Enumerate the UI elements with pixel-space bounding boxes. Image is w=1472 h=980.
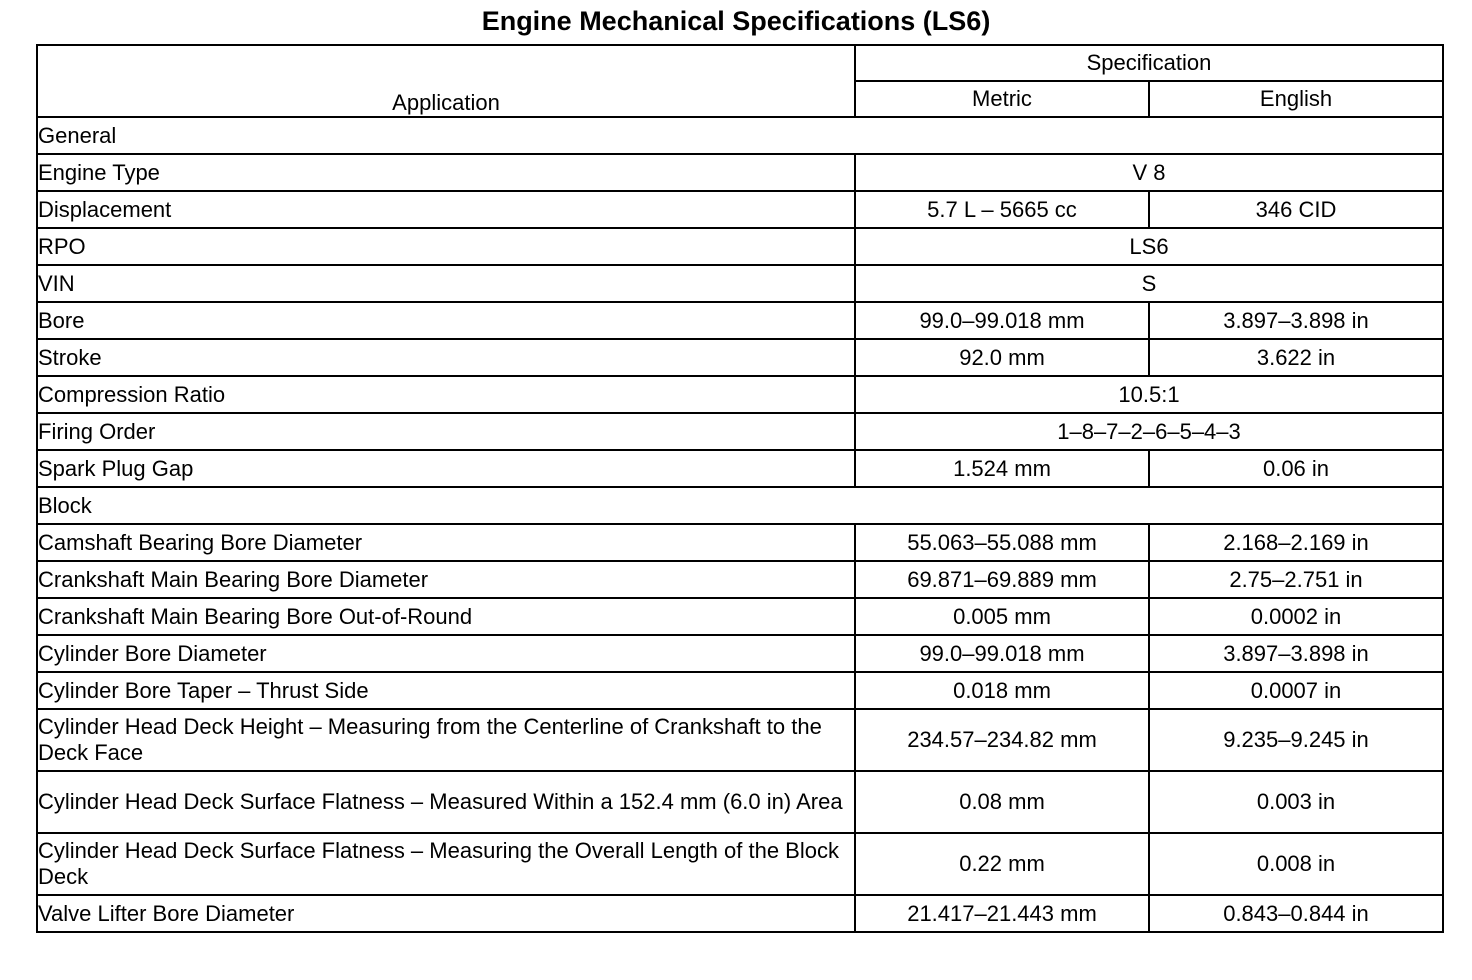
application-cell: Compression Ratio (37, 376, 855, 413)
application-cell: Engine Type (37, 154, 855, 191)
value-cell: 10.5:1 (855, 376, 1443, 413)
metric-cell: 69.871–69.889 mm (855, 561, 1149, 598)
application-cell: Camshaft Bearing Bore Diameter (37, 524, 855, 561)
metric-cell: 0.005 mm (855, 598, 1149, 635)
english-cell: 0.0002 in (1149, 598, 1443, 635)
table-row (37, 635, 1443, 672)
english-cell: 2.75–2.751 in (1149, 561, 1443, 598)
application-cell: Displacement (37, 191, 855, 228)
application-cell: Crankshaft Main Bearing Bore Diameter (37, 561, 855, 598)
metric-cell: 99.0–99.018 mm (855, 635, 1149, 672)
metric-cell: 1.524 mm (855, 450, 1149, 487)
english-cell: 0.008 in (1149, 833, 1443, 895)
table-row (37, 598, 1443, 635)
application-cell: Cylinder Head Deck Surface Flatness – Measured Within a 152.4 mm (6.0 in) Area (37, 771, 855, 833)
table-row (37, 154, 1443, 191)
english-cell: 0.843–0.844 in (1149, 895, 1443, 932)
application-cell: Valve Lifter Bore Diameter (37, 895, 855, 932)
application-cell: Cylinder Bore Taper – Thrust Side (37, 672, 855, 709)
section-row (37, 117, 1443, 154)
application-cell: RPO (37, 228, 855, 265)
english-cell: 9.235–9.245 in (1149, 709, 1443, 771)
header-metric: Metric (855, 81, 1149, 117)
header-application: Application (37, 45, 855, 117)
value-cell: S (855, 265, 1443, 302)
metric-cell: 234.57–234.82 mm (855, 709, 1149, 771)
metric-cell: 0.018 mm (855, 672, 1149, 709)
section-label: Block (37, 487, 1443, 524)
table-header (37, 45, 1443, 117)
english-cell: 0.003 in (1149, 771, 1443, 833)
metric-cell: 0.08 mm (855, 771, 1149, 833)
value-cell: V 8 (855, 154, 1443, 191)
header-specification: Specification (855, 45, 1443, 81)
application-cell: Cylinder Head Deck Surface Flatness – Measuring the Overall Length of the Block Deck (37, 833, 855, 895)
metric-cell: 92.0 mm (855, 339, 1149, 376)
section-row (37, 487, 1443, 524)
spec-table (36, 44, 1444, 933)
metric-cell: 5.7 L – 5665 cc (855, 191, 1149, 228)
table-row (37, 339, 1443, 376)
application-cell: Stroke (37, 339, 855, 376)
english-cell: 3.622 in (1149, 339, 1443, 376)
english-cell: 0.06 in (1149, 450, 1443, 487)
application-cell: Cylinder Head Deck Height – Measuring from the Centerline of Crankshaft to the Deck Face (37, 709, 855, 771)
english-cell: 2.168–2.169 in (1149, 524, 1443, 561)
table-row (37, 833, 1443, 895)
table-row (37, 561, 1443, 598)
table-row (37, 191, 1443, 228)
table-row (37, 709, 1443, 771)
table-row (37, 524, 1443, 561)
application-cell: Spark Plug Gap (37, 450, 855, 487)
metric-cell: 21.417–21.443 mm (855, 895, 1149, 932)
english-cell: 3.897–3.898 in (1149, 635, 1443, 672)
table-row (37, 672, 1443, 709)
table-row (37, 265, 1443, 302)
section-label: General (37, 117, 1443, 154)
table-body (37, 117, 1443, 932)
application-cell: Cylinder Bore Diameter (37, 635, 855, 672)
table-row (37, 895, 1443, 932)
table-row (37, 228, 1443, 265)
application-cell: Bore (37, 302, 855, 339)
table-row (37, 302, 1443, 339)
english-cell: 0.0007 in (1149, 672, 1443, 709)
table-row (37, 376, 1443, 413)
application-cell: VIN (37, 265, 855, 302)
english-cell: 346 CID (1149, 191, 1443, 228)
header-english: English (1149, 81, 1443, 117)
application-cell: Crankshaft Main Bearing Bore Out-of-Round (37, 598, 855, 635)
page-title: Engine Mechanical Specifications (LS6) (481, 6, 991, 36)
value-cell: LS6 (855, 228, 1443, 265)
metric-cell: 55.063–55.088 mm (855, 524, 1149, 561)
application-cell: Firing Order (37, 413, 855, 450)
metric-cell: 0.22 mm (855, 833, 1149, 895)
metric-cell: 99.0–99.018 mm (855, 302, 1149, 339)
table-row (37, 450, 1443, 487)
english-cell: 3.897–3.898 in (1149, 302, 1443, 339)
table-row (37, 771, 1443, 833)
value-cell: 1–8–7–2–6–5–4–3 (855, 413, 1443, 450)
table-row (37, 413, 1443, 450)
